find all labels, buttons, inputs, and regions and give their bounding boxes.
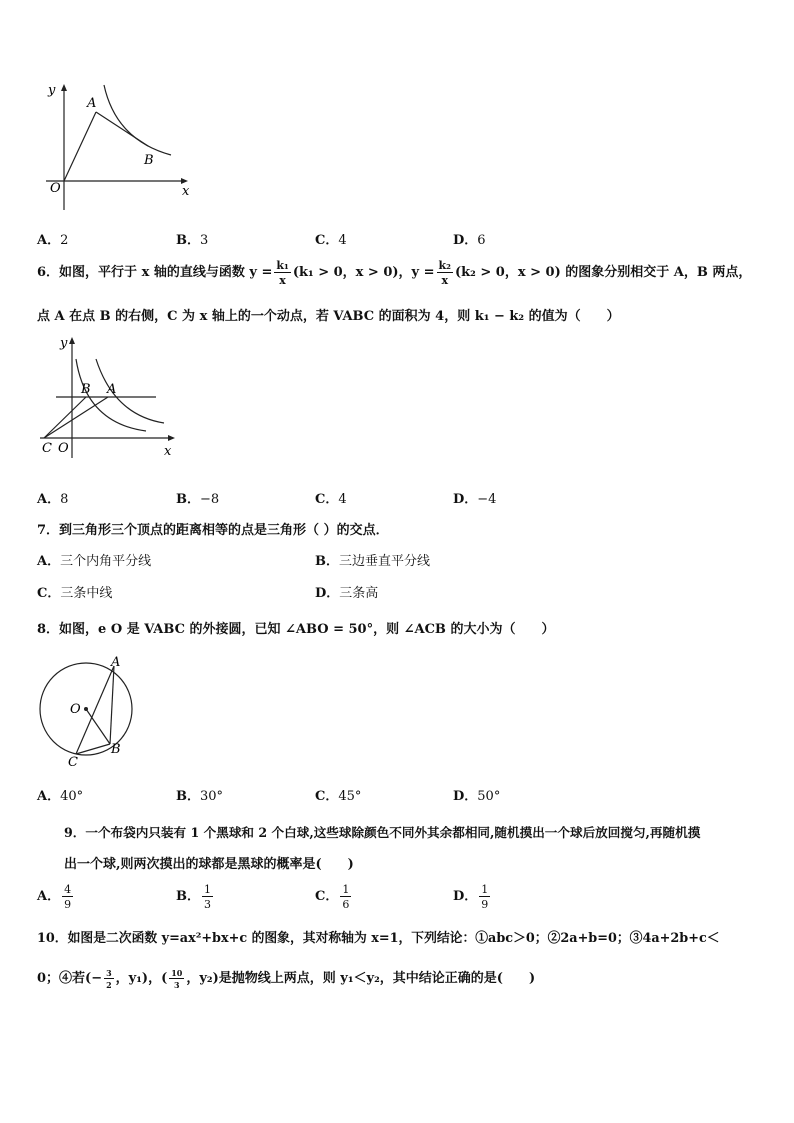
q8-label-b: B — [111, 742, 121, 757]
q6-fraction-1-num: k₁ — [276, 258, 289, 272]
q8-segment-ab — [110, 666, 114, 744]
q6-option-b-label: B． — [176, 492, 200, 507]
q8-label-c: C — [68, 755, 78, 770]
q9-option-c-num: 1 — [342, 882, 350, 896]
q7-option-a-value: 三个内角平分线 — [60, 554, 152, 569]
q6-stem-part-a: 6．如图，平行于 x 轴的直线与函数 y = — [37, 265, 273, 280]
q8-option-b-value: 30° — [200, 789, 224, 804]
q9-option-c-fraction — [340, 884, 351, 910]
q10-fraction-1 — [104, 969, 114, 989]
q6-segment-ca — [44, 397, 108, 438]
q5-option-b-label: B． — [176, 233, 200, 248]
q6-fraction-2 — [437, 260, 453, 286]
q6-option-b-value: −8 — [200, 492, 220, 507]
q9-option-a-den: 9 — [64, 897, 72, 911]
q5-option-d-label: D． — [453, 233, 478, 248]
q6-label-b: B — [81, 382, 91, 397]
q6-y-arrow — [69, 337, 75, 344]
q6-stem-line2: 点 A 在点 B 的右侧，C 为 x 轴上的一个动点，若 VABC 的面积为 4，则 k₁ − k₂ 的值为（ ） — [37, 309, 620, 324]
q6-label-x: x — [164, 444, 172, 459]
q10-stem-part-b: ，y₁)，( — [115, 971, 168, 986]
q10-stem-line1: 10．如图是二次函数 y=ax²+bx+c 的图象，其对称轴为 x=1，下列结论：①abc＞0；②2a+b=0；③4a+2b+c＜ — [37, 931, 720, 946]
q6-stem-cond2: (k₂ > 0，x > 0) 的图象分别相交于 A，B 两点， — [454, 265, 752, 280]
q10-fraction-2-den: 3 — [174, 979, 180, 990]
q5-segment-oa — [64, 112, 96, 181]
q8-option-a-label: A． — [37, 789, 61, 804]
q5-option-c-label: C． — [315, 233, 339, 248]
q6-figure — [36, 333, 186, 463]
q7-option-a-label: A． — [37, 554, 61, 569]
q9-option-b-den: 3 — [204, 897, 211, 911]
q9-stem-line1: 9．一个布袋内只装有 1 个黑球和 2 个白球,这些球除颜色不同外其余都相同,随机摸出一个球后放回搅匀,再随机摸 — [64, 825, 701, 840]
q7-option-a[interactable] — [37, 550, 151, 569]
q7-option-c-value: 三条中线 — [60, 586, 113, 601]
q6-option-c[interactable] — [315, 488, 347, 507]
q5-option-a-label: A． — [37, 233, 61, 248]
q8-option-a-value: 40° — [60, 789, 84, 804]
q6-option-d[interactable] — [453, 488, 496, 507]
q5-option-c-value: 4 — [338, 233, 347, 248]
q9-option-a-label: A． — [37, 889, 61, 904]
q10-stem-part-a: 0；④若(− — [37, 971, 103, 986]
q8-label-o: O — [70, 702, 81, 717]
q10-stem-line2 — [37, 964, 535, 994]
q9-option-b-label: B． — [176, 889, 200, 904]
q8-figure — [36, 652, 136, 770]
q5-label-a: A — [87, 96, 97, 111]
q8-label-a: A — [111, 655, 121, 670]
q5-label-y: y — [48, 83, 56, 98]
q5-option-b[interactable] — [176, 229, 208, 248]
q10-stem-part-c: ，y₂)是抛物线上两点，则 y₁＜y₂，其中结论正确的是( ) — [186, 971, 536, 986]
q7-option-c-label: C． — [37, 586, 61, 601]
q6-option-a-value: 8 — [60, 492, 69, 507]
q10-fraction-2-num: 10 — [171, 967, 183, 978]
q9-option-b[interactable] — [176, 880, 215, 914]
q9-option-a[interactable] — [37, 880, 75, 914]
q8-option-d[interactable] — [453, 785, 500, 804]
q6-fraction-2-den: x — [441, 273, 449, 287]
q5-option-c[interactable] — [315, 229, 347, 248]
q7-option-c[interactable] — [37, 582, 112, 601]
q6-fraction-2-num: k₂ — [438, 258, 451, 272]
q7-option-d-value: 三条高 — [339, 586, 379, 601]
q5-option-b-value: 3 — [200, 233, 209, 248]
q6-x-arrow — [168, 435, 175, 441]
q5-label-x: x — [182, 184, 190, 199]
q5-option-d[interactable] — [453, 229, 486, 248]
q5-hyperbola — [104, 85, 171, 155]
q6-option-d-label: D． — [453, 492, 478, 507]
q7-option-d[interactable] — [315, 582, 378, 601]
q6-segment-cb — [44, 397, 86, 438]
q8-option-a[interactable] — [37, 785, 83, 804]
q6-option-a-label: A． — [37, 492, 61, 507]
q5-y-arrow — [61, 84, 67, 91]
q5-segment-ab — [96, 112, 148, 146]
q6-option-a[interactable] — [37, 488, 68, 507]
q6-option-b[interactable] — [176, 488, 219, 507]
q8-option-d-label: D． — [453, 789, 478, 804]
q9-option-b-num: 1 — [204, 882, 211, 896]
q9-option-d-num: 1 — [481, 882, 489, 896]
q10-fraction-1-num: 3 — [106, 967, 112, 978]
q6-label-y: y — [60, 336, 68, 351]
q7-option-b[interactable] — [315, 550, 430, 569]
q6-stem-cond1: (k₁ > 0，x > 0)，y = — [292, 265, 435, 280]
q8-option-b[interactable] — [176, 785, 223, 804]
q8-stem: 8．如图，e O 是 VABC 的外接圆，已知 ∠ABO = 50°，则 ∠ACB 的大小为（ ） — [37, 622, 555, 637]
q6-fraction-1-den: x — [279, 273, 286, 287]
q5-option-a-value: 2 — [60, 233, 69, 248]
q8-segment-cb — [76, 744, 110, 754]
q6-label-o: O — [58, 441, 69, 456]
q9-option-d[interactable] — [453, 880, 492, 914]
q7-option-b-value: 三边垂直平分线 — [339, 554, 431, 569]
q6-label-c: C — [42, 441, 52, 456]
q7-option-d-label: D． — [315, 586, 340, 601]
q9-option-a-num: 4 — [64, 882, 72, 896]
q8-center-dot — [84, 707, 88, 711]
q8-option-c[interactable] — [315, 785, 361, 804]
q5-label-b: B — [144, 153, 154, 168]
q7-stem: 7．到三角形三个顶点的距离相等的点是三角形（ ）的交点． — [37, 523, 389, 538]
q9-option-c-label: C． — [315, 889, 339, 904]
q5-option-d-value: 6 — [477, 233, 486, 248]
q9-option-c[interactable] — [315, 880, 353, 914]
q9-option-b-fraction — [202, 884, 213, 910]
q5-option-a[interactable] — [37, 229, 68, 248]
q6-option-d-value: −4 — [477, 492, 497, 507]
q8-option-d-value: 50° — [477, 789, 501, 804]
q8-option-c-value: 45° — [338, 789, 362, 804]
q5-figure — [36, 80, 196, 215]
q6-stem-line1 — [37, 258, 751, 288]
q6-option-c-value: 4 — [338, 492, 347, 507]
q9-option-d-den: 9 — [481, 897, 489, 911]
q8-option-b-label: B． — [176, 789, 200, 804]
q8-segment-ob — [86, 709, 110, 744]
q10-fraction-2 — [169, 969, 184, 989]
q8-option-c-label: C． — [315, 789, 339, 804]
q7-option-b-label: B． — [315, 554, 339, 569]
q6-fraction-1 — [274, 260, 290, 286]
q9-option-d-label: D． — [453, 889, 478, 904]
q9-option-c-den: 6 — [342, 897, 350, 911]
q6-label-a: A — [107, 382, 117, 397]
q9-option-d-fraction — [479, 884, 490, 910]
q5-label-o: O — [50, 181, 61, 196]
q9-stem-line2: 出一个球,则两次摸出的球都是黑球的概率是( ) — [64, 857, 354, 872]
q9-option-a-fraction — [62, 884, 73, 910]
q6-option-c-label: C． — [315, 492, 339, 507]
q10-fraction-1-den: 2 — [106, 979, 112, 990]
